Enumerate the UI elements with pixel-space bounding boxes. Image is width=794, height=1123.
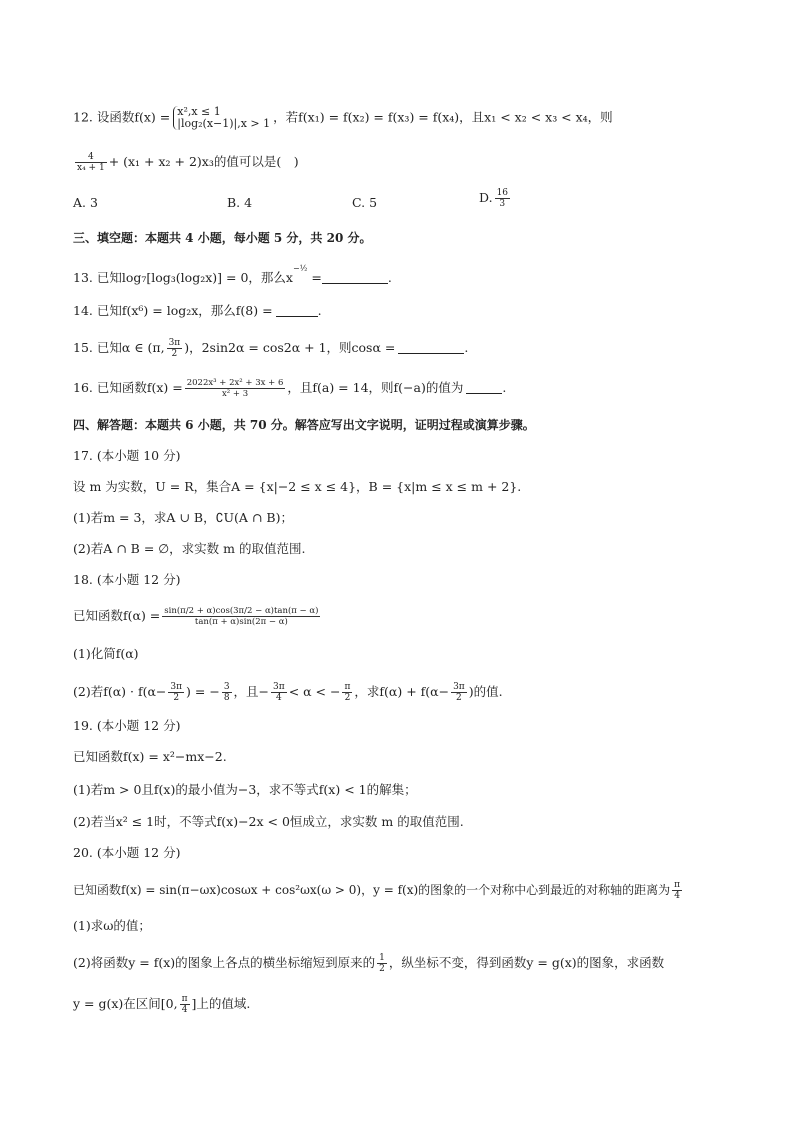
q19-line1: 已知函数f(x) = x²−mx−2.: [73, 749, 227, 764]
q20-l4a: y = g(x)在区间[0,: [73, 996, 178, 1011]
q17-line1: 设 m 为实数，U = R，集合A = {x|−2 ≤ x ≤ 4}，B = {x|m ≤ x ≤ m + 2}.: [73, 479, 522, 494]
q12-option-a: A. 3: [73, 195, 98, 210]
q12-frac-num: 4: [87, 152, 94, 162]
q18-frac-den: tan(π + α)sin(2π − α): [162, 616, 320, 627]
q12-option-d-den: 3: [495, 198, 510, 209]
q13-equals: =: [307, 270, 322, 285]
q20-frac3-num: π: [181, 994, 188, 1004]
q18-frac2-den: 8: [223, 693, 230, 703]
q20-frac3-den: 4: [180, 1004, 190, 1015]
q17-head: 17. (本小题 10 分): [73, 448, 181, 463]
q18-frac2-num: 3: [223, 682, 230, 692]
q20-frac2-den: 2: [379, 964, 385, 974]
q18-frac: [162, 606, 320, 627]
q13-end: .: [387, 270, 392, 285]
q18-l3f: )的值.: [468, 684, 503, 699]
q13-blank: [322, 271, 388, 284]
q17-line2: (1)若m = 3，求A ∪ B，∁U(A ∩ B)；: [73, 510, 293, 525]
q18-frac1-den: 2: [168, 692, 184, 703]
q12-option-d-frac: [495, 188, 510, 209]
q15-frac-den: 2: [167, 348, 183, 359]
q20-line2: (1)求ω的值；: [73, 918, 151, 933]
q19-line3: (2)若当x² ≤ 1时，不等式f(x)−2x < 0恒成立，求实数 m 的取值范围.: [73, 814, 464, 829]
q12-frac-den: x₄ + 1: [77, 163, 105, 173]
q15-end: .: [464, 340, 469, 355]
q15-frac: [167, 338, 183, 359]
q20-line4: [73, 994, 250, 1015]
q18-l3a: (2)若f(α) · f(α−: [73, 684, 167, 699]
q20-frac3: [180, 994, 190, 1015]
q12-lead: 12. 设函数f(x) =: [73, 109, 171, 125]
q20-frac1: [672, 880, 682, 901]
q19-line2: (1)若m > 0且f(x)的最小值为−3，求不等式f(x) < 1的解集；: [73, 782, 417, 797]
q16-frac-num: 2022x³ + 2x² + 3x + 6: [186, 378, 284, 388]
q12-piecewise: [173, 106, 270, 130]
q18-frac1: [168, 682, 184, 703]
q15: [73, 338, 468, 359]
q19-head: 19. (本小题 12 分): [73, 718, 181, 733]
q12-option-d: [479, 188, 512, 209]
q15-blank: [398, 341, 464, 354]
q18-frac3-den: 4: [271, 692, 287, 703]
q20-head: 20. (本小题 12 分): [73, 845, 181, 860]
q13-exponent: −½: [292, 263, 308, 273]
q18-l3e: ，求f(α) + f(α−: [354, 684, 450, 699]
q16: [73, 378, 506, 399]
q20-frac1-den: 4: [672, 890, 682, 901]
q18-l3c: ，且−: [233, 684, 270, 699]
q18-head: 18. (本小题 12 分): [73, 572, 181, 587]
q20-l1: 已知函数f(x) = sin(π−ωx)cosωx + cos²ωx(ω > 0)，y = f(x)的图象的一个对称中心到最近的对称轴的距离为: [73, 883, 671, 897]
q18-l3d: < α < −: [288, 684, 341, 699]
q20-frac1-num: π: [674, 880, 681, 890]
q16-end: .: [502, 380, 507, 395]
q18-frac2: [222, 682, 232, 703]
q16-blank: [466, 381, 502, 394]
q14: [73, 303, 322, 319]
q20-l4b: ]上的值域.: [191, 996, 251, 1011]
q15-lead: 15. 已知α ∈ (π,: [73, 340, 165, 355]
q18-frac4-num: π: [344, 682, 351, 692]
q18-frac-num: sin(π/2 + α)cos(3π/2 − α)tan(π − α): [164, 606, 319, 616]
q16-lead: 16. 已知函数f(x) =: [73, 380, 183, 395]
q16-frac: [185, 378, 286, 399]
q18-frac5: [451, 682, 467, 703]
q20-line3: [73, 953, 664, 974]
q18-lead: 已知函数f(α) =: [73, 608, 161, 623]
q15-frac-num: 3π: [168, 338, 181, 348]
q12-line1: [73, 106, 613, 130]
q12-case2: |log₂(x−1)|,x > 1: [177, 117, 271, 130]
q18-frac5-num: 3π: [453, 682, 465, 692]
q18-frac5-den: 2: [451, 692, 467, 703]
q12-fraction: [75, 152, 107, 173]
q17-line3: (2)若A ∩ B = ∅，求实数 m 的取值范围.: [73, 541, 306, 556]
q20-frac2-num: 1: [379, 953, 385, 963]
q12-tail: ，若f(x₁) = f(x₂) = f(x₃) = f(x₄)，且x₁ < x₂ < x₃ < x₄，则: [273, 109, 613, 125]
q18-frac3: [271, 682, 287, 703]
q12-option-b: B. 4: [227, 195, 253, 210]
q12-case1: x²,x ≤ 1: [177, 105, 221, 118]
q20-l3a: (2)将函数y = f(x)的图象上各点的横坐标缩短到原来的: [73, 955, 376, 970]
q18-frac3-num: 3π: [273, 682, 285, 692]
q18-frac4: [342, 682, 352, 703]
q18-line3: [73, 682, 503, 703]
q20-l3b: ，纵坐标不变，得到函数y = g(x)的图象，求函数: [388, 955, 665, 970]
section-3-heading: 三、填空题：本题共 4 小题，每小题 5 分，共 20 分。: [73, 231, 372, 245]
q12-option-d-label: D.: [479, 190, 493, 205]
q18-line2: (1)化简f(α): [73, 646, 139, 661]
q12-line2: [73, 152, 299, 173]
q16-frac-den: x² + 3: [185, 388, 286, 399]
q14-text: 14. 已知f(x⁶) = log₂x，那么f(8) =: [73, 303, 273, 318]
section-4-heading: 四、解答题：本题共 6 小题，共 70 分。解答应写出文字说明，证明过程或演算步骤。: [73, 418, 535, 432]
q20-frac2: [377, 953, 387, 974]
q14-end: .: [317, 303, 322, 318]
q14-blank: [276, 304, 318, 317]
q20-line1: [73, 880, 684, 901]
q12-option-d-num: 16: [496, 188, 509, 198]
q12-expr: + (x₁ + x₂ + 2)x₃的值可以是( ): [108, 154, 299, 169]
q13-text: 13. 已知log₇[log₃(log₂x)] = 0，那么x: [73, 270, 293, 285]
q13: [73, 263, 392, 286]
q16-tail: ，且f(a) = 14，则f(−a)的值为: [287, 380, 464, 395]
q18-frac1-num: 3π: [170, 682, 183, 692]
q15-tail: )，2sin2α = cos2α + 1，则cosα =: [184, 340, 396, 355]
q18-frac4-den: 2: [342, 692, 352, 703]
q18-line1: [73, 606, 322, 627]
q12-option-c: C. 5: [352, 195, 378, 210]
q18-l3b: ) = −: [186, 684, 220, 699]
